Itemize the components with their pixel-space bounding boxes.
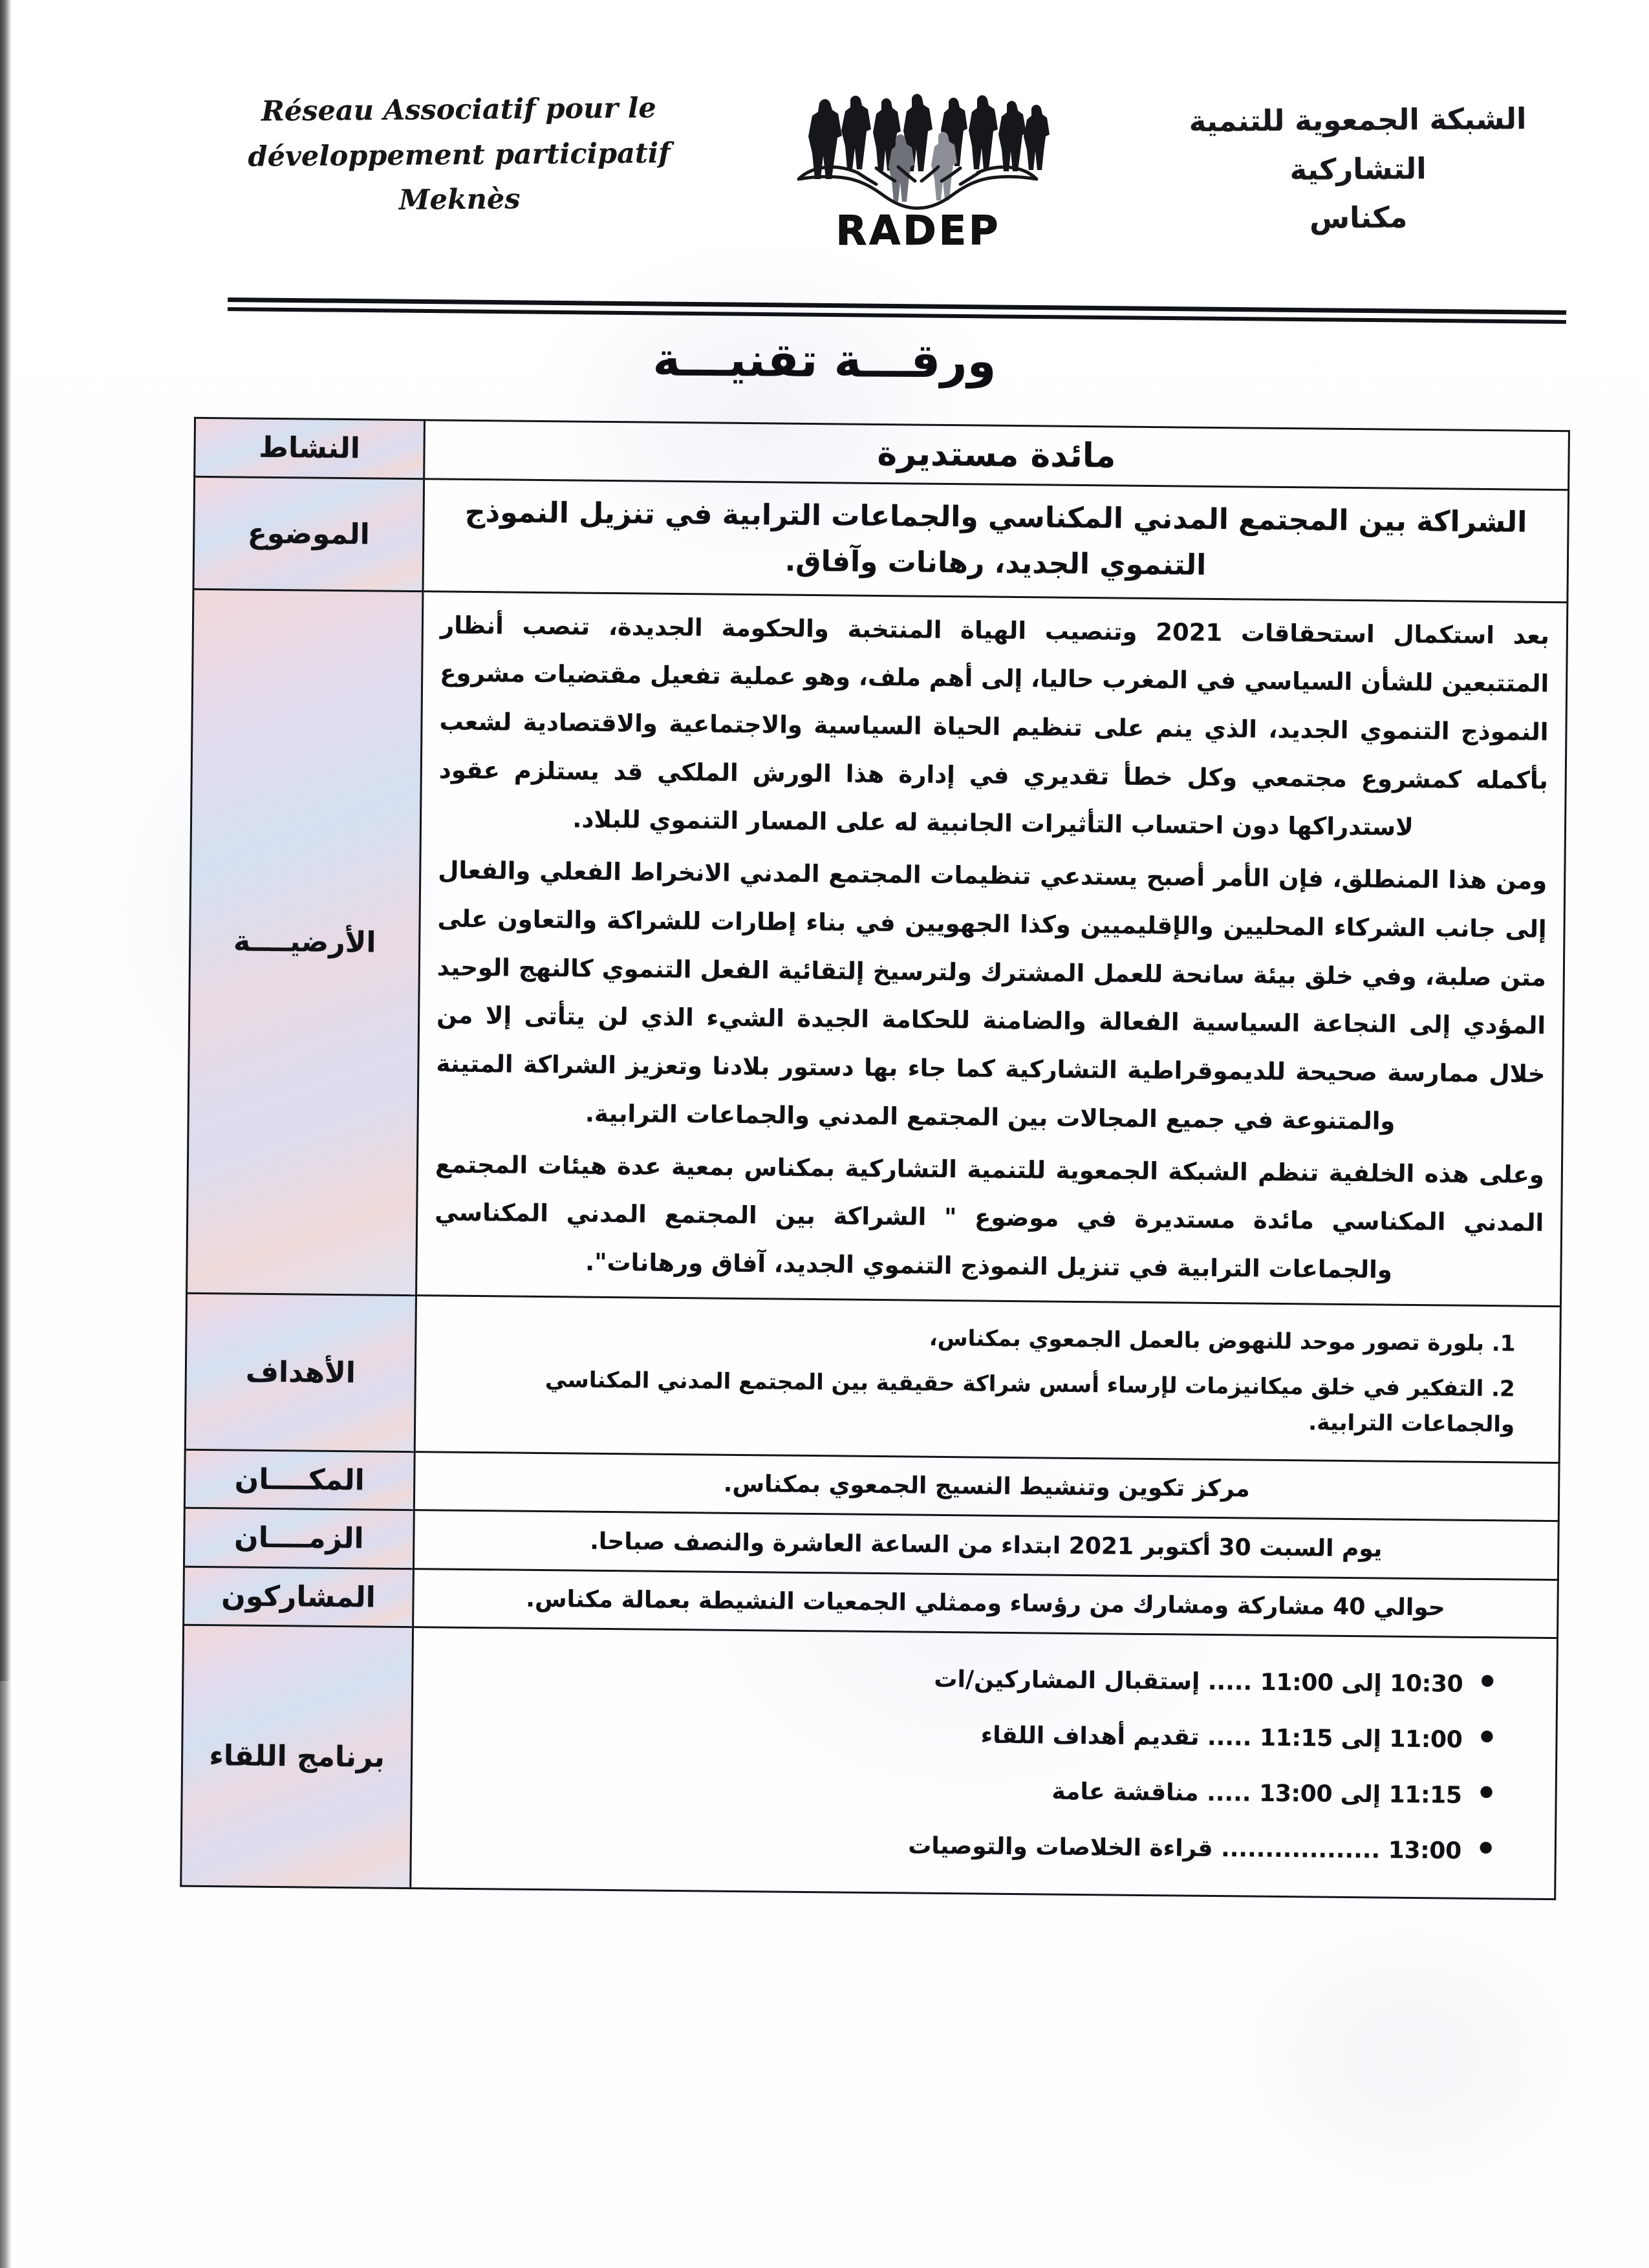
radep-wordmark: RADEP xyxy=(835,207,1001,254)
participants-value: حوالي 40 مشاركة ومشارك من رؤساء وممثلي الجمعيات النشيطة بعمالة مكناس. xyxy=(413,1568,1558,1638)
page-title: ورقـــة تقنيـــة xyxy=(652,332,997,389)
program-item-text: تقديم أهداف اللقاء xyxy=(980,1722,1200,1751)
goal-item: التفكير في خلق ميكانيزمات لإرساء أسس شراكة حقيقية بين المجتمع المدني المكناسي والجماعات الترابية. xyxy=(544,1367,1515,1438)
program-item-dots: ..... xyxy=(1207,1724,1252,1751)
time-label: الزمــــان xyxy=(184,1508,414,1569)
letterhead xyxy=(233,76,1565,290)
program-item-to: 11:00 xyxy=(1260,1669,1334,1696)
program-item-text: مناقشة عامة xyxy=(1051,1778,1199,1806)
ground-label: الأرضيــــة xyxy=(187,589,423,1296)
program-label: برنامج اللقاء xyxy=(181,1625,413,1888)
program-item xyxy=(429,1823,1493,1870)
goals-label: الأهداف xyxy=(185,1293,416,1452)
program-value xyxy=(411,1627,1558,1899)
goals-list xyxy=(433,1316,1521,1442)
letterhead-arabic-line-1: الشبكة الجمعوية للتنمية xyxy=(1189,101,1527,139)
ground-value xyxy=(416,591,1568,1306)
subject-value: الشراكة بين المجتمع المدني المكناسي والجماعات الترابية في تنزيل النموذج التنموي الجديد، رهانات وآفاق. xyxy=(423,479,1569,603)
program-item-dots: .................. xyxy=(1220,1835,1381,1864)
table-row-program xyxy=(181,1625,1558,1899)
subject-label: الموضوع xyxy=(193,476,424,591)
program-item-from: 11:00 xyxy=(1389,1726,1463,1753)
program-item-to: 11:15 xyxy=(1259,1724,1333,1752)
scan-edge-shadow-lower xyxy=(0,1681,12,2268)
program-item-from: 11:15 xyxy=(1388,1781,1462,1809)
goal-item: بلورة تصور موحد للنهوض بالعمل الجمعوي بمكناس، xyxy=(929,1325,1485,1356)
letterhead-arabic-line-3: مكناس xyxy=(1309,200,1408,235)
ground-paragraph-1: بعد استكمال استحقاقات 2021 وتنصيب الهياة المنتخبة والحكومة الجديدة، تنصب أنظار المتتبعين للشأن السياسي في المغرب حاليا، إلى أهم ملف، وهو عملية تفعيل مقتضيات مشروع النموذج التنموي الجديد، الذي ينم على تنظيم الحياة السياسية والاجتماعية والاقتصادية لشعب بأكمله كمشروع مجتمعي وكل خطأ تقديري في إدارة هذا الورش الملكي قد يستلزم عقود لاستدراكها دون احتساب التأثيرات الجانبية له على المسار التنموي للبلاد. xyxy=(438,610,1550,842)
place-value: مركز تكوين وتنشيط النسيج الجمعوي بمكناس. xyxy=(414,1452,1559,1521)
program-item-text: إستقبال المشاركين/ات xyxy=(934,1666,1200,1695)
radep-logo xyxy=(766,76,1070,254)
technical-sheet-table xyxy=(180,417,1570,1901)
ground-paragraph-2: ومن هذا المنطلق، فإن الأمر أصبح يستدعي تنظيمات المجتمع المدني الانخراط الفعلي والفعال إلى جانب الشركاء المحليين والإقليميين وكذا الجهويين في بناء إطارات للشراكة والتعاون على متن صلبة، وفي خلق بيئة سانحة للعمل المشترك ولترسيخ إلتقائية الفعل التنموي كالنهج الوحيد المؤدي إلى النجاعة السياسية الفعالة والضامنة للحكامة الجيدة الشيء الذي لن يتأتى إلا من خلال ممارسة صحيحة للديموقراطية التشاركية كما جاء بها دستور بلادنا وتعزيز الشراكة المتينة والمتنوعة في جميع المجالات بين المجتمع المدني والجماعات الترابية. xyxy=(436,856,1547,1135)
participants-label: المشاركون xyxy=(184,1567,414,1627)
ground-paragraph-3: وعلى هذه الخلفية تنظم الشبكة الجمعوية للتنمية التشاركية بمكناس بمعية عدة هيئات المجتمع المدني المكناسي مائدة مستديرة في موضوع " الشراكة بين المجتمع المدني المكناسي والجماعات الترابية في تنزيل النموذج التنموي الجديد، آفاق ورهانات". xyxy=(435,1150,1545,1284)
program-item-from: 10:30 xyxy=(1390,1670,1463,1698)
letterhead-arabic-line-2: التشاركية xyxy=(1289,151,1427,187)
table-row-ground xyxy=(187,589,1568,1307)
program-item-from: 13:00 xyxy=(1388,1837,1462,1865)
letterhead-french-line-2: développement participatif xyxy=(248,136,671,173)
activity-label: النشاط xyxy=(195,418,425,478)
table-row-goals xyxy=(185,1293,1560,1463)
header-divider-rule xyxy=(228,297,1566,327)
program-item-connector: إلى xyxy=(1340,1781,1381,1808)
program-item-text: قراءة الخلاصات والتوصيات xyxy=(908,1832,1213,1862)
goals-value xyxy=(415,1295,1560,1462)
program-item-connector: إلى xyxy=(1341,1725,1382,1753)
program-item-to: 13:00 xyxy=(1258,1780,1333,1808)
letterhead-french-line-1: Réseau Associatif pour le xyxy=(261,92,656,128)
program-item xyxy=(429,1712,1493,1759)
letterhead-french-line-3: Meknès xyxy=(398,183,521,217)
program-list xyxy=(429,1657,1494,1870)
program-item-dots: ..... xyxy=(1207,1669,1253,1696)
program-item xyxy=(429,1768,1493,1814)
program-item xyxy=(430,1657,1494,1704)
program-item-connector: إلى xyxy=(1341,1670,1382,1697)
letterhead-arabic xyxy=(1150,74,1566,244)
program-item-dots: ..... xyxy=(1206,1779,1251,1807)
table-row-subject xyxy=(193,476,1569,602)
place-label: المكــــان xyxy=(184,1450,415,1510)
letterhead-french xyxy=(232,74,686,225)
people-on-hands-icon xyxy=(779,80,1057,216)
activity-value: مائدة مستديرة xyxy=(424,420,1569,490)
time-value: يوم السبت 30 أكتوبر 2021 ابتداء من الساعة العاشرة والنصف صباحا. xyxy=(413,1510,1558,1579)
